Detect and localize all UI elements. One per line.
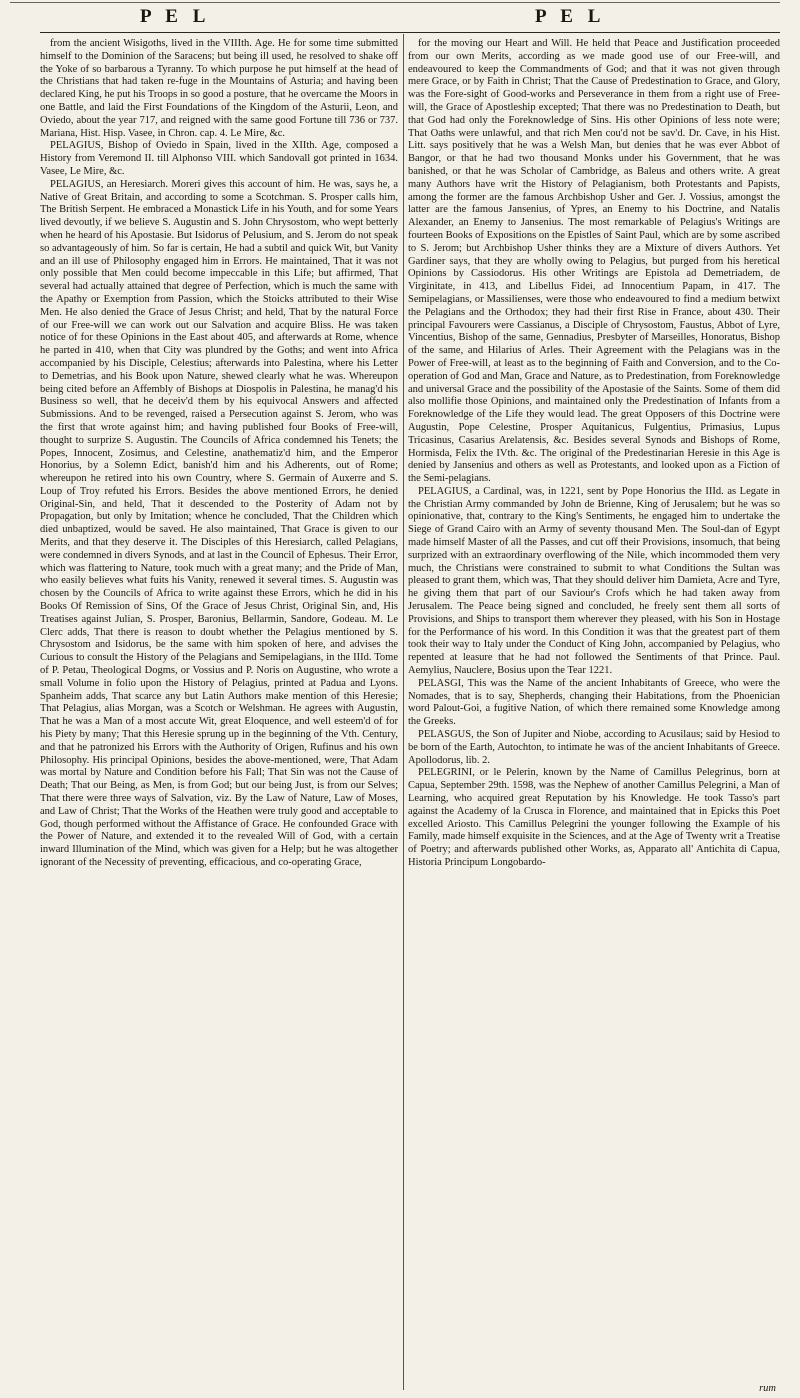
column-divider — [403, 34, 404, 1390]
entry-pelasgi: PELASGI, This was the Name of the ancient Inhabitants of Greece, who were the Nomades, that is to say, Shepherds, changing their Habitations, from the Phoenician word Palout-Goi, a fugitive Nation, of which there remained some Knowledge among the Greeks. — [408, 677, 780, 728]
entry-pelasgus: PELASGUS, the Son of Jupiter and Niobe, according to Acusilaus; said by Hesiod to be born of the Earth, Autochton, to intimate he was of the ancient Inhabitants of Greece. Apollodorus, lib. 2. — [408, 729, 780, 766]
running-head-right: P E L — [535, 6, 606, 27]
header-rule — [40, 32, 780, 33]
left-column — [40, 38, 398, 1390]
running-head-left: P E L — [140, 6, 211, 27]
entry-pelegrini: PELEGRINI, or le Pelerin, known by the Name of Camillus Pelegrinus, born at Capua, September 29th. 1598, was the Nephew of another Camillus Pelegrini, a Man of Learning, who acquired great Reputation by his Knowledge. He took Tasso's part against the Academy of la Crusca in Florence, and maintained that in Epicks this Poet excelled Ariosto. This Camillus Pelegrini the younger following the Example of his Family, made himself exquisite in the Sciences, and at the Age of Twenty writ a Treatise of Poetry; and afterwards published other Works, as, Apparato all' Antichita di Capua, Historia Principum Longobardo- — [408, 767, 780, 868]
entry-pelagius-heresiarch: PELAGIUS, an Heresiarch. Moreri gives this account of him. He was, says he, a Native of Great Britain, and according to some a Scotchman. S. Prosper calls him, The British Serpent. He embraced a Monastick Life in his Youth, and for some Years lived devoutly, if we believe S. Augustin and S. John Chrysostom, who wept betterly when he heard of his Apostasie. But Isidorus of Pelusium, and S. Jerom do not speak so advantageously of him. So far is certain, He had a subtil and quick Wit, but Vanity and an ill use of Philosophy engaged him in Errors. He maintained, That it was not only possible that Men could become impeccable in this Life; but affirmed, That several had actually attained that degree of Perfection, which is much the same with the Apathy or Exemption from Passion, which the Stoicks attributed to their Wise Men. He also denied the Grace of Jesus Christ; and held, That by the natural Force of our Free-will we can work out our Salvation and acquire Bliss. He was taken notice of for these Opinions in the East about 405, and afterwards at Rome, whence he parted in 410, when that City was plundred by the Goths; and went into Africa accompanied by his Disciple, Celestius; afterwards into Palestina, where his Letter to Demetrias, and his Book upon Nature, shewed clearly what he was. Whereupon being cited before an Affembly of Bishops at Diospolis in Palestina, he manag'd his Business so well, that he deceiv'd them by his equivocal Answers and affected Submissions. And to be revenged, raised a Persecution against S. Jerom, who was the first that wrote against him; and having published four Books of Free-will, thought to surprize S. Augustin. The Councils of Africa condemned his Tenets; the Popes, Innocent, Zosimus, and Celestine, anathematiz'd him, and the Emperor Honorius, by a Solemn Edict, banish'd him and his Adherents, out of Rome; whereupon he retired into his own Country, where S. Germain of Auxerre and S. Loup of Troy refuted his Errors. Besides the above mentioned Errors, he denied Original-Sin, and held, That it descended to the Posterity of Adam not by Propagation, but only by Imitation; whence he concluded, That the Children which died unbaptized, would be saved. He also maintained, That Grace is given to our Merits, and that they deserve it. The Disciples of this Heresiarch, called Pelagians, were condemned in divers Synods, and at last in the Council of Ephesus. Their Error, which was flattering to Nature, took much with a great many; and the Pride of Man, who easily believes what fuits his Vanity, renewed it several times. S. Augustin was chosen by the Councils of Africa to write against these Errors, which he did in his Books Of Remission of Sins, Of the Grace of Jesus Christ, Original Sin, and, His Treatises against Julian, S. Prosper, Baronius, Bellarmin, Sandore, Godeau. M. Le Clerc adds, That there is reason to doubt whether the Pelagius mentioned by S. Chrysostom and Isidorus, be the same with him spoken of here, and advises the Curious to consult the History of the Pelagians and Semipelagians, in the IIId. Tome of P. Petau, Theological Dogms, or Vossius and P. Noris on Augustine, who wrote a small Volume in folio upon the History of Pelagius, printed at Padua and Lyons. Spanheim adds, That scarce any but Latin Authors make mention of this Heresie; That Pelagius, alias Morgan, was a Scotch or Welshman. He agrees with Augustin, That he was a Man of a most accute Wit, great Eloquence, and well esteem'd of for his Piety by many; That this Heresie sprung up in the beginning of the Vth. Century, and that he patronized his Errors with the Authority of Origen, Rufinus and his own Philosophy. His principal Opinions, besides the above-mentioned, were, That Adam was mortal by Nature and Condition before his Fall; That Sin was not the Cause of Death; That our Being, as Men, is from God; but our being Just, is from our Selves; That there were three ways of Salvation, viz. By the Law of Nature, Law of Moses, and Law of Christ; That the Works of the Heathen were truly good and acceptable to God, though performed without the Affistance of Grace. He confounded Grace with the Power of Nature, and extended it to the revealed Will of God, with a certain inward Illumination of the Mind, which was given for a Help; but he was altogether ignorant of the Necessity of preventing, efficacious, and co-operating Grace, — [40, 178, 398, 868]
paragraph-pelagius-continuation: for the moving our Heart and Will. He held that Peace and Justification proceeded from our own Merits, according as we made good use of our Free-will, and endeavoured to keep the Commandments of God; and that it was not given through mere Grace, or by Faith in Christ; That the Cause of Predestination to Grace, and Glory, was the Fore-sight of Good-works and Perseverance in them from a right use of Free-will, the Grace of Apostleship excepted; That there was no Predestination to Death, but that God had only the Foreknowledge of Sins. His other Opinions of less note were; That Oaths were unlawful, and that rich Men cou'd not be sav'd. Dr. Cave, in his Hist. Litt. says positively that he was a Welsh Man, but denies that he was ever Abbot of Bangor, or that he had two thousand Monks under his Government, that he was banished, or that he was Scholar of Cambridge, as Baleus and others write. A great many Authors have writ the History of Pelagianism, both Protestants and Papists, among the former are the famous Archbishop Usher and Ger. J. Vossius, amongst the latter are the famous Jansenius, of Ypres, an Enemy to his Doctrine, and Natalis Alexander, an Enemy to Jansenius. The most remarkable of Pelagius's Writings are fourteen Books of Expositions on the Epistles of Saint Paul, which are by some ascribed to S. Jerom; but Archbishop Usher thinks they are a Mixture of divers Authors. Yet Gardiner says, that they are wholly owing to Pelagius, but purged from his heretical Opinions by Cassiodorus. His other Writings are Epistola ad Demetriadem, de Virginitate, in 413, and Libellus Fidei, ad Innocentium Papam, in 417. The Semipelagians, or Massilienses, were those who endeavoured to find a medium betwixt the Pelagians and the Orthodox; they had their first Rise in France, about 430. Their principal Favourers were Cassianus, a Disciple of Chrysostom, Faustus, Abbot of Lyre, Vincentius, Bishop of the same, Gennadius, Presbyter of Marseilles, Honoratus, Bishop of the same, and Hilarius of Arles. Their Agreement with the Pelagians was in the Power of Free-will, at least as to the beginning of Faith and Conversion, and to the Co-operation of God and Man, Grace and Nature, as to Predestination, from Foreknowledge and universal Grace and the possibility of the Apostasie of the Saints. Some of them did also mollifie those Opinions, and maintained only the Predestination of Infants from a Foreknowledge of the Life they would lead. The great Opposers of this Doctrine were Augustin, Pope Celestine, Prosper Aquitanicus, Fulgentius, Primasius, Lupus Tricasinus, Casarius Arelatensis, &c. Besides several Synods and Bishops of Rome, Hormisda, Felix the IVth. &c. The original of the Predestinarian Heresie in this Age is denied by Jansenius and others as well as Protestants, and looked upon as a Fiction of the Semi-pelagians. — [408, 38, 780, 485]
catchword: rum — [759, 1383, 776, 1394]
paragraph-wisigoth-continuation: from the ancient Wisigoths, lived in the VIIIth. Age. He for some time submitted himself to the Dominion of the Saracens; but being ill used, he resolved to shake off the Yoke of so barbarous a Tyranny. To which purpose he put himself at the head of the Christians that had taken re-fuge in the Mountains of Asturia; and having been declared King, he put his Troops in so good a posture, that he overcame the Moors in one Battle, and laid the First Foundations of the Kingdom of the Asturii, Leon, and Oviedo, about the year 717, and reigned with the same good Fortune till 736 or 737. Mariana, Hist. Hisp. Vasee, in Chron. cap. 4. Le Mire, &c. — [40, 38, 398, 139]
top-border-line — [10, 2, 780, 3]
entry-pelagius-bishop: PELAGIUS, Bishop of Oviedo in Spain, lived in the XIIth. Age, composed a History from Veremond II. till Alphonso VIII. which Sandovall got printed in 1634. Vasee, Le Mire, &c. — [40, 140, 398, 177]
page-header — [0, 0, 800, 40]
right-column — [408, 38, 780, 1390]
entry-pelagius-cardinal: PELAGIUS, a Cardinal, was, in 1221, sent by Pope Honorius the IIId. as Legate in the Christian Army commanded by John de Brienne, King of Jerusalem; but he was so opinionative, that, contrary to the King's Sentiments, he engaged him to undertake the Siege of Grand Cairo with an Army of seventy thousand Men. The Soul-dan of Egypt made himself Master of all the Passes, and cut off their Provisions, insomuch, that being surprized with an extraordinary overflowing of the Nile, which incommoded them very much, the Christians were constrained to submit to what Conditions the Sultan was pleased to grant them, which was, That they should deliver him Damieta, Acre and Tyre, he giving them that part of our Saviour's Crofs which he had taken away from Jerusalem. The Peace being signed and concluded, he freely sent them all sorts of Provisions, and Ships to transport them wherever they pleased, with his Son in Hostage for the Performance of his word. In this Condition it was that the greatest part of them took their way to Italy under the Conduct of King John, accompanied by Pelagius, who repented at leasure that he had not followed the Sentiments of that Prince. Paul. Aemylius, Nauclere, Bosius upon the Tear 1221. — [408, 485, 780, 677]
